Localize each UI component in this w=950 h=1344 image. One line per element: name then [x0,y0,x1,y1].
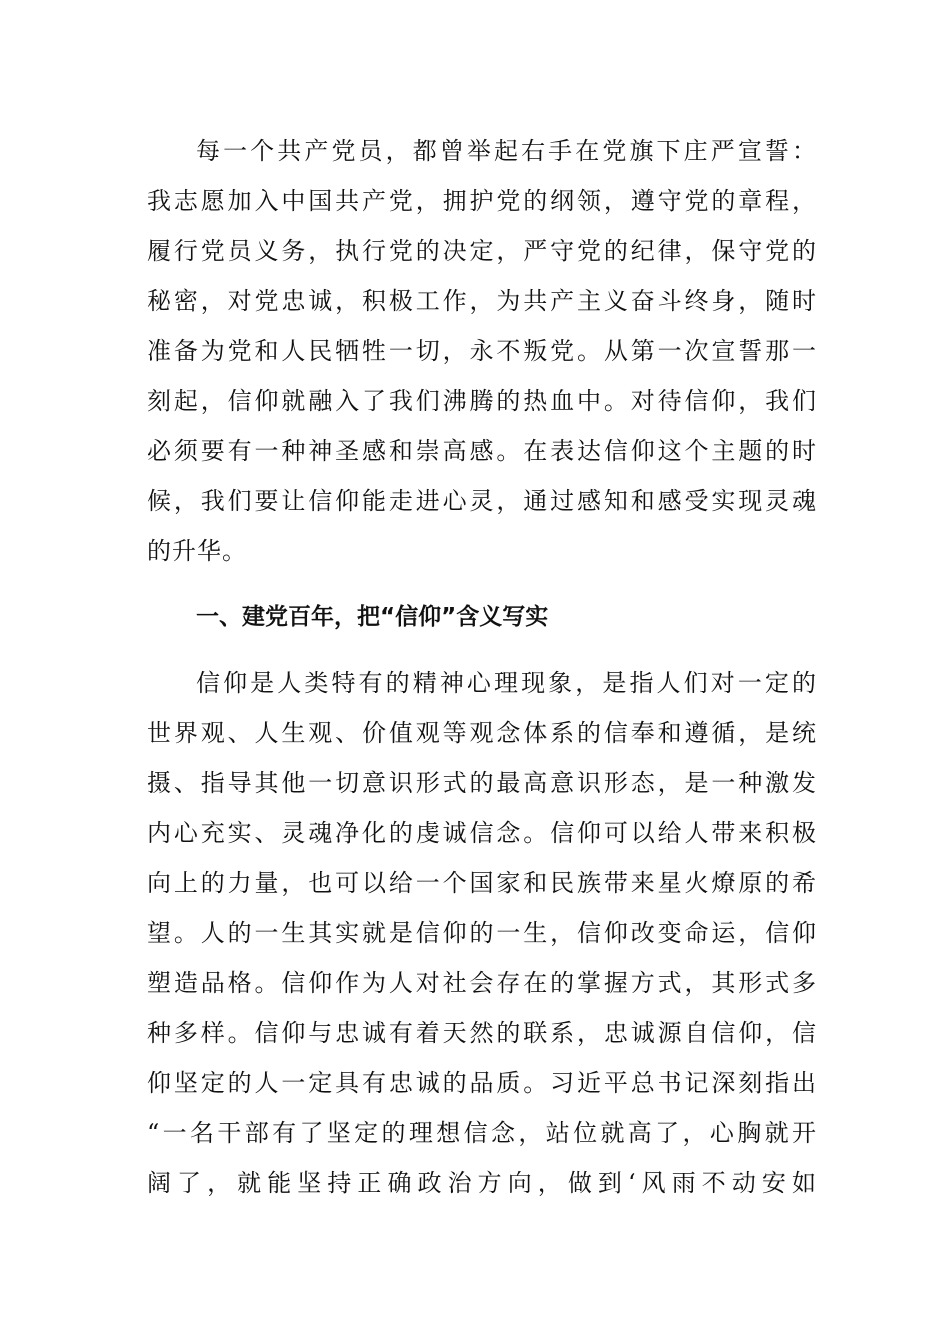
paragraph-line: 我志愿加入中国共产党，拥护党的纲领，遵守党的章程， [147,187,817,215]
paragraph-line: 准备为党和人民牺牲一切，永不叛党。从第一次宣誓那一 [147,337,817,365]
paragraph-line: 信仰是人类特有的精神心理现象，是指人们对一定的 [196,669,817,697]
paragraph-line: 的升华。 [147,537,247,565]
paragraph-line: 内心充实、灵魂净化的虔诚信念。信仰可以给人带来积极 [147,819,817,847]
paragraph-line: 候，我们要让信仰能走进心灵，通过感知和感受实现灵魂 [147,487,817,515]
paragraph-line: 塑造品格。信仰作为人对社会存在的掌握方式，其形式多 [147,969,817,997]
paragraph-line: 必须要有一种神圣感和崇高感。在表达信仰这个主题的时 [147,437,817,465]
paragraph-line: “一名干部有了坚定的理想信念，站位就高了，心胸就开 [147,1119,817,1147]
paragraph-line: 阔了，就能坚持正确政治方向，做到‘风雨不动安如 [147,1169,817,1197]
paragraph-line: 种多样。信仰与忠诚有着天然的联系，忠诚源自信仰，信 [147,1019,817,1047]
paragraph-line: 向上的力量，也可以给一个国家和民族带来星火燎原的希 [147,869,817,897]
paragraph-line: 秘密，对党忠诚，积极工作，为共产主义奋斗终身，随时 [147,287,817,315]
paragraph-line: 刻起，信仰就融入了我们沸腾的热血中。对待信仰，我们 [147,387,817,415]
paragraph-line: 仰坚定的人一定具有忠诚的品质。习近平总书记深刻指出 [147,1069,817,1097]
paragraph-line: 望。人的一生其实就是信仰的一生，信仰改变命运，信仰 [147,919,817,947]
paragraph-line: 世界观、人生观、价值观等观念体系的信奉和遵循，是统 [147,719,817,747]
paragraph-line: 摄、指导其他一切意识形式的最高意识形态，是一种激发 [147,769,817,797]
section-heading: 一、建党百年，把“信仰”含义写实 [196,604,549,630]
paragraph-line: 每一个共产党员，都曾举起右手在党旗下庄严宣誓： [196,137,817,165]
paragraph-line: 履行党员义务，执行党的决定，严守党的纪律，保守党的 [147,237,817,265]
